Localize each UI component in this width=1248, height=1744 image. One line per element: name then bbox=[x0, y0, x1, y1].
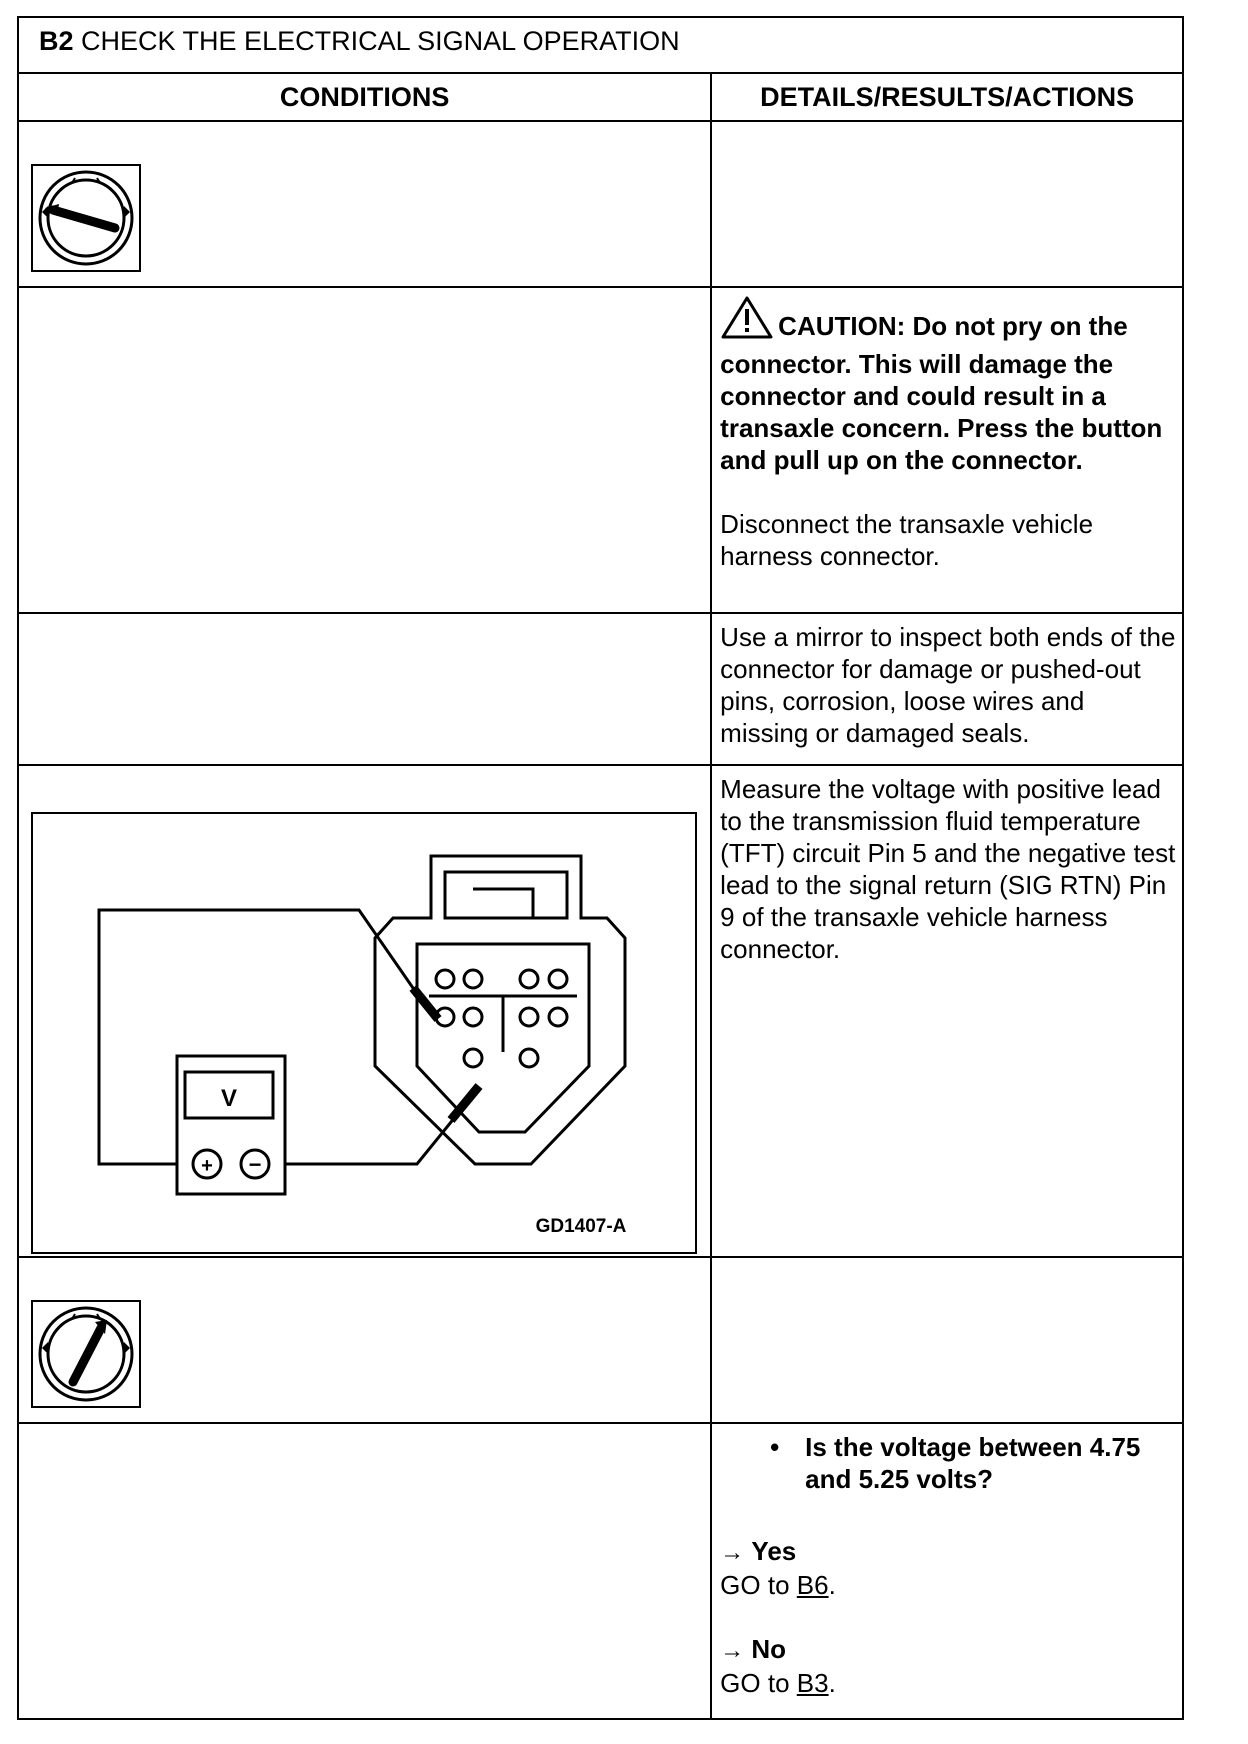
inspect-text: Use a mirror to inspect both ends of the connector for damage or pushed-out pins, corrosion, loose wires and missing or damaged seals. bbox=[720, 622, 1176, 748]
caution-text: CAUTION: Do not pry on the connector. This will damage the connector and could result in a transaxle concern. Press the button and pull up on the connector. bbox=[720, 311, 1163, 475]
row-ignition-off bbox=[18, 121, 1183, 287]
row-measure bbox=[18, 765, 1183, 1257]
minus-terminal: − bbox=[248, 1152, 262, 1177]
details-cell bbox=[711, 287, 1183, 613]
plus-terminal: + bbox=[201, 1155, 213, 1177]
conditions-cell bbox=[18, 121, 711, 287]
negative-probe bbox=[451, 1086, 479, 1120]
details-cell bbox=[711, 613, 1183, 765]
conditions-cell bbox=[18, 613, 711, 765]
connector-illustration bbox=[375, 856, 625, 1164]
step-title-text: CHECK THE ELECTRICAL SIGNAL OPERATION bbox=[81, 26, 680, 56]
arrow-right-icon: → bbox=[720, 1637, 745, 1664]
no-action: GO to B3. bbox=[720, 1668, 836, 1698]
goto-b6-link[interactable]: B6 bbox=[796, 1570, 829, 1600]
bullet: • bbox=[770, 1432, 780, 1462]
meter-label: V bbox=[220, 1085, 238, 1112]
figure-code: GD1407-A bbox=[535, 1216, 627, 1237]
details-cell bbox=[711, 765, 1183, 1257]
details-header: DETAILS/RESULTS/ACTIONS bbox=[711, 73, 1183, 121]
test-lead-wires bbox=[99, 910, 477, 1164]
question-item bbox=[720, 1431, 1176, 1495]
procedure-table bbox=[17, 16, 1184, 1720]
question-text: Is the voltage between 4.75 and 5.25 volts? bbox=[805, 1432, 1141, 1494]
measure-text: Measure the voltage with positive lead to the transmission fluid temperature (TFT) circuit Pin 5 and the negative test lead to the signal return (SIG RTN) Pin 9 of the transaxle vehicle harness connector. bbox=[720, 774, 1176, 964]
no-go-text: GO to bbox=[720, 1668, 790, 1698]
no-branch bbox=[720, 1633, 1176, 1667]
conditions-cell bbox=[18, 765, 711, 1257]
row-question bbox=[18, 1423, 1183, 1719]
arrow-right-icon: → bbox=[720, 1539, 745, 1566]
title-row bbox=[18, 17, 1183, 73]
procedure-sheet bbox=[17, 16, 1184, 1720]
no-label: No bbox=[751, 1634, 787, 1664]
conditions-cell bbox=[18, 1423, 711, 1719]
row-caution bbox=[18, 287, 1183, 613]
row-inspect bbox=[18, 613, 1183, 765]
yes-go-text: GO to bbox=[720, 1570, 790, 1600]
yes-label: Yes bbox=[751, 1536, 797, 1566]
conditions-cell bbox=[18, 287, 711, 613]
details-cell bbox=[711, 1257, 1183, 1423]
conditions-cell bbox=[18, 1257, 711, 1423]
goto-b3-link[interactable]: B3 bbox=[796, 1668, 829, 1698]
step-id: B2 bbox=[39, 26, 74, 56]
conditions-header: CONDITIONS bbox=[18, 73, 711, 121]
step-title bbox=[18, 17, 1183, 73]
yes-action: GO to B6. bbox=[720, 1570, 836, 1600]
yes-branch bbox=[720, 1535, 1176, 1569]
caution-block bbox=[720, 295, 1176, 476]
warning-triangle-icon bbox=[720, 295, 774, 348]
disconnect-text: Disconnect the transaxle vehicle harness connector. bbox=[720, 509, 1094, 571]
ignition-on-icon bbox=[31, 1300, 141, 1408]
voltage-test-diagram bbox=[31, 812, 697, 1254]
details-cell bbox=[711, 121, 1183, 287]
details-cell bbox=[711, 1423, 1183, 1719]
row-ignition-on bbox=[18, 1257, 1183, 1423]
header-row bbox=[18, 73, 1183, 121]
voltmeter bbox=[177, 1056, 285, 1194]
ignition-off-icon bbox=[31, 164, 141, 272]
